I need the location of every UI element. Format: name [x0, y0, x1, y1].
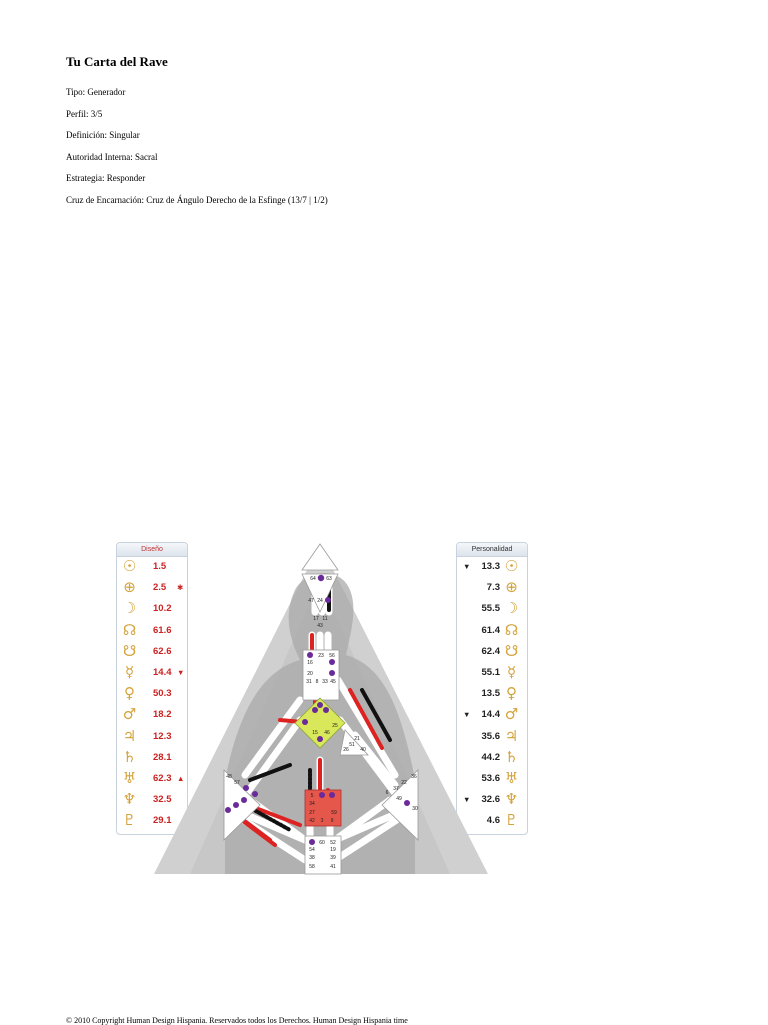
gate-37: 37 — [393, 786, 399, 792]
design-value-uranus: 62.3 — [153, 772, 172, 784]
gate-19: 19 — [330, 847, 336, 853]
gate-23: 23 — [318, 653, 324, 659]
gate-58: 58 — [309, 864, 315, 870]
incarnation-cross-line: Cruz de Encarnación: Cruz de Ángulo Derecho de la Esfinge (13/7 | 1/2) — [66, 194, 328, 205]
copyright-footer: © 2010 Copyright Human Design Hispania. Reservados todos los Derechos. Human Design Hispania time — [66, 1016, 408, 1025]
personality-value-mercury: 55.1 — [481, 666, 500, 678]
personality-marker-neptune: ▼ — [463, 795, 471, 805]
gate-8: 8 — [315, 679, 319, 685]
gate-47: 47 — [308, 598, 314, 604]
badge-1 — [317, 702, 323, 708]
design-panel-title: Diseño — [117, 543, 187, 557]
gate-9: 9 — [330, 818, 334, 824]
gate-33: 33 — [322, 679, 328, 685]
gate-11: 11 — [322, 616, 328, 622]
gate-49: 49 — [396, 796, 402, 802]
design-value-moon: 10.2 — [153, 603, 172, 615]
personality-value-mars: 14.4 — [481, 709, 500, 721]
neptune-icon: ♆ — [122, 790, 137, 809]
badge-62 — [307, 652, 313, 658]
gate-39: 39 — [330, 855, 336, 861]
design-value-south-node: 62.6 — [153, 645, 172, 657]
design-marker-mercury: ▼ — [177, 667, 185, 677]
gate-41: 41 — [330, 864, 336, 870]
authority-line: Autoridad Interna: Sacral — [66, 151, 158, 162]
south-node-icon: ☋ — [504, 641, 519, 660]
mars-icon: ♂ — [122, 705, 137, 724]
gate-21: 21 — [354, 736, 360, 742]
design-value-saturn: 28.1 — [153, 751, 172, 763]
badge-44 — [243, 785, 249, 791]
venus-icon: ♀ — [124, 684, 135, 703]
gate-48: 48 — [226, 774, 232, 780]
gate-25: 25 — [332, 723, 338, 729]
personality-value-south-node: 62.4 — [481, 645, 500, 657]
gate-56: 56 — [329, 653, 335, 659]
design-value-venus: 50.3 — [153, 688, 172, 700]
badge-35 — [329, 659, 335, 665]
personality-value-jupiter: 35.6 — [481, 730, 500, 742]
personality-value-north-node: 61.4 — [481, 624, 500, 636]
mars-icon: ♂ — [504, 705, 519, 724]
badge-7 — [312, 707, 318, 713]
badge-12 — [329, 670, 335, 676]
gate-6: 6 — [385, 790, 389, 796]
gate-31: 31 — [306, 679, 312, 685]
venus-icon: ♀ — [506, 684, 517, 703]
personality-panel-title: Personalidad — [457, 543, 527, 557]
gate-45: 45 — [330, 679, 336, 685]
gate-42: 42 — [309, 818, 315, 824]
uranus-icon: ♅ — [122, 768, 137, 787]
gate-51: 51 — [349, 742, 355, 748]
gate-20: 20 — [307, 671, 313, 677]
gate-36: 36 — [411, 774, 417, 780]
design-value-mars: 18.2 — [153, 709, 172, 721]
gate-3: 3 — [320, 818, 324, 824]
gate-24: 24 — [317, 598, 323, 604]
gate-54: 54 — [309, 847, 315, 853]
uranus-icon: ♅ — [504, 768, 519, 787]
personality-value-earth: 7.3 — [486, 582, 500, 594]
personality-value-uranus: 53.6 — [481, 772, 500, 784]
gate-63: 63 — [326, 576, 332, 582]
design-value-pluto: 29.1 — [153, 815, 172, 827]
chart-header — [66, 54, 706, 211]
saturn-icon: ♄ — [122, 747, 137, 766]
gate-34: 34 — [309, 801, 315, 807]
badge-32 — [241, 797, 247, 803]
gate-52: 52 — [330, 840, 336, 846]
earth-icon: ⊕ — [505, 578, 518, 597]
gate-60: 60 — [319, 840, 325, 846]
moon-icon: ☽ — [122, 599, 137, 618]
gate-59: 59 — [331, 810, 337, 816]
badge-50 — [252, 791, 258, 797]
gate-40: 40 — [360, 747, 366, 753]
design-value-north-node: 61.6 — [153, 624, 172, 636]
badge-13 — [323, 707, 329, 713]
north-node-icon: ☊ — [122, 620, 137, 639]
personality-value-sun: 13.3 — [481, 561, 500, 572]
design-value-neptune: 32.5 — [153, 794, 172, 806]
definition-line: Definición: Singular — [66, 130, 140, 140]
gate-43: 43 — [317, 623, 323, 629]
personality-value-pluto: 4.6 — [486, 815, 500, 827]
badge-55 — [404, 800, 410, 806]
badge-28 — [233, 802, 239, 808]
gate-5: 5 — [310, 793, 314, 799]
earth-icon: ⊕ — [123, 578, 136, 597]
mercury-icon: ☿ — [124, 662, 135, 681]
jupiter-icon: ♃ — [122, 726, 137, 745]
gate-64: 64 — [310, 576, 316, 582]
pluto-icon: ♇ — [122, 811, 137, 830]
moon-icon: ☽ — [504, 599, 519, 618]
type-line: Tipo: Generador — [66, 87, 126, 97]
personality-marker-mars: ▼ — [463, 710, 471, 720]
pluto-icon: ♇ — [504, 811, 519, 830]
sun-icon: ☉ — [504, 557, 519, 575]
saturn-icon: ♄ — [504, 747, 519, 766]
north-node-icon: ☊ — [504, 620, 519, 639]
gate-17: 17 — [313, 616, 319, 622]
gate-30: 30 — [412, 806, 418, 812]
design-value-earth: 2.5 — [153, 582, 167, 594]
neptune-icon: ♆ — [504, 790, 519, 809]
badge-10 — [302, 719, 308, 725]
gate-26: 26 — [343, 747, 349, 753]
strategy-line: Estrategia: Responder — [66, 173, 146, 183]
gate-15: 15 — [312, 730, 318, 736]
gate-22: 22 — [401, 780, 407, 786]
mercury-icon: ☿ — [506, 662, 517, 681]
gate-57: 57 — [234, 780, 240, 786]
badge-4 — [325, 597, 331, 603]
sun-icon: ☉ — [122, 557, 137, 575]
personality-marker-sun: ▼ — [463, 562, 471, 571]
personality-value-saturn: 44.2 — [481, 751, 500, 763]
gate-16: 16 — [307, 660, 313, 666]
badge-18 — [225, 807, 231, 813]
badge-61 — [318, 575, 324, 581]
gate-46: 46 — [324, 730, 330, 736]
head-center — [302, 544, 338, 570]
design-value-sun: 1.5 — [153, 561, 167, 572]
personality-value-moon: 55.5 — [481, 603, 500, 615]
profile-line: Perfil: 3/5 — [66, 108, 103, 119]
gate-27: 27 — [309, 810, 315, 816]
badge-2 — [317, 736, 323, 742]
south-node-icon: ☋ — [122, 641, 137, 660]
badge-14 — [319, 792, 325, 798]
design-marker-earth: ✱ — [177, 583, 184, 593]
personality-value-neptune: 32.6 — [481, 794, 500, 806]
jupiter-icon: ♃ — [504, 726, 519, 745]
gate-38: 38 — [309, 855, 315, 861]
design-value-mercury: 14.4 — [153, 666, 172, 678]
personality-value-venus: 13.5 — [481, 688, 500, 700]
design-marker-uranus: ▲ — [177, 773, 185, 783]
badge-29 — [329, 792, 335, 798]
bodygraph — [150, 540, 490, 877]
badge-53 — [309, 839, 315, 845]
page-title: Tu Carta del Rave — [66, 54, 168, 69]
design-value-jupiter: 12.3 — [153, 730, 172, 742]
